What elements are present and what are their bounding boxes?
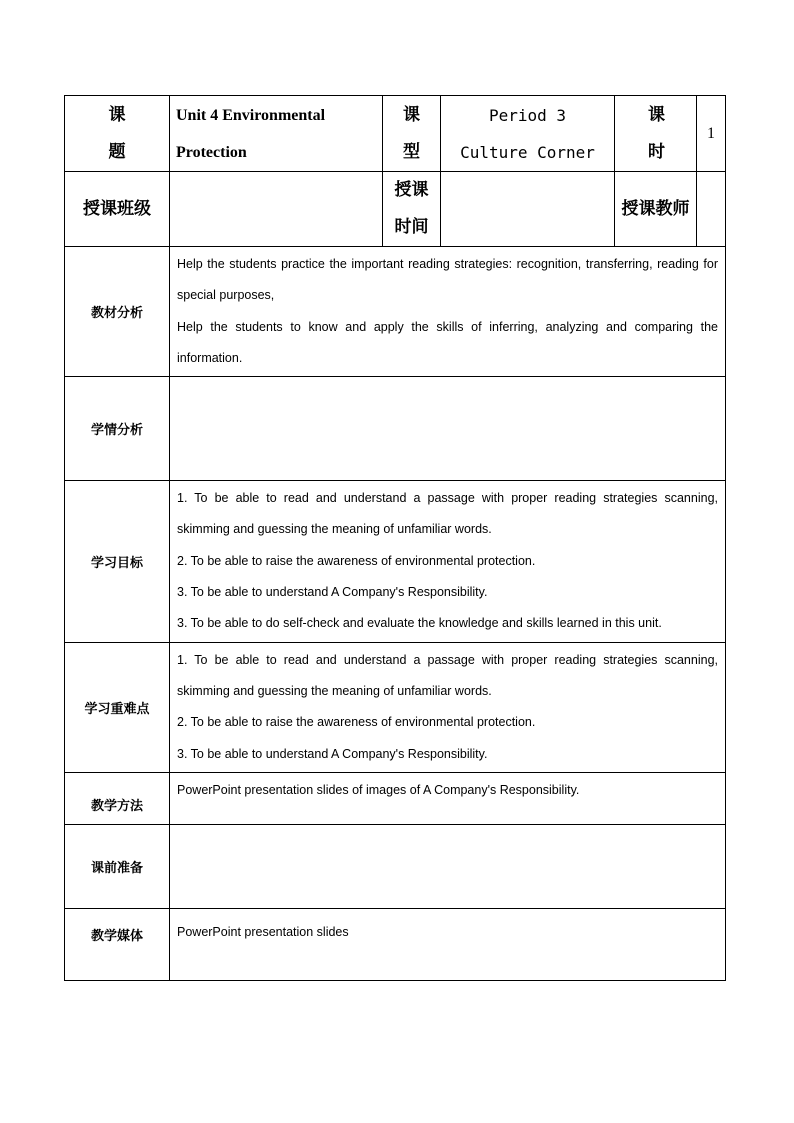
class-value bbox=[170, 172, 383, 247]
row-teaching-media bbox=[65, 908, 726, 980]
hours-label: 课 时 bbox=[615, 96, 697, 172]
teaching-methods-line: PowerPoint presentation slides of images of A Company's Responsibility. bbox=[177, 782, 580, 797]
type-label: 课型 bbox=[383, 96, 441, 172]
row-teaching-methods bbox=[65, 772, 726, 824]
teaching-media-label: 教学媒体 bbox=[65, 908, 170, 980]
learner-analysis-content bbox=[170, 377, 726, 481]
lesson-plan-table bbox=[64, 95, 726, 981]
objective-item: 1. To be able to read and understand a passage with proper reading strategies scanning, skimming and guessing the meaning of unfamiliar words. bbox=[177, 491, 718, 537]
teaching-media-line: PowerPoint presentation slides bbox=[177, 924, 349, 939]
header-row-topic bbox=[65, 96, 726, 172]
teaching-media-content bbox=[170, 908, 726, 980]
hours-value: 1 bbox=[697, 96, 726, 172]
objective-item: 3. To be able to understand A Company's Responsibility. bbox=[177, 585, 488, 600]
key-point-item: 2. To be able to raise the awareness of environmental protection. bbox=[177, 715, 536, 730]
topic-value: Unit 4 Environmental Protection bbox=[170, 96, 383, 172]
row-learning-objectives bbox=[65, 481, 726, 642]
row-learner-analysis bbox=[65, 377, 726, 481]
teacher-value bbox=[697, 172, 726, 247]
material-analysis-content bbox=[170, 247, 726, 377]
material-analysis-line: Help the students practice the important reading strategies: recognition, transferring, reading for special purposes, bbox=[177, 257, 718, 303]
learner-analysis-label: 学情分析 bbox=[65, 377, 170, 481]
learning-objectives-content bbox=[170, 481, 726, 642]
key-point-item: 1. To be able to read and understand a passage with proper reading strategies scanning, skimming and guessing the meaning of unfamiliar words. bbox=[177, 652, 718, 698]
teaching-methods-content bbox=[170, 772, 726, 824]
key-points-content bbox=[170, 642, 726, 772]
topic-label: 课 题 bbox=[65, 96, 170, 172]
preparation-content bbox=[170, 824, 726, 908]
time-value bbox=[441, 172, 615, 247]
class-label: 授课班级 bbox=[65, 172, 170, 247]
objective-item: 3. To be able to do self-check and evaluate the knowledge and skills learned in this unit. bbox=[177, 616, 662, 631]
learning-objectives-label: 学习目标 bbox=[65, 481, 170, 642]
header-row-class bbox=[65, 172, 726, 247]
row-preparation bbox=[65, 824, 726, 908]
preparation-label: 课前准备 bbox=[65, 824, 170, 908]
material-analysis-label: 教材分析 bbox=[65, 247, 170, 377]
row-key-points bbox=[65, 642, 726, 772]
teaching-methods-label: 教学方法 bbox=[65, 772, 170, 824]
key-points-label: 学习重难点 bbox=[65, 642, 170, 772]
material-analysis-line: Help the students to know and apply the skills of inferring, analyzing and comparing the information. bbox=[177, 319, 718, 365]
teacher-label: 授课教师 bbox=[615, 172, 697, 247]
time-label: 授课时间 bbox=[383, 172, 441, 247]
row-material-analysis bbox=[65, 247, 726, 377]
objective-item: 2. To be able to raise the awareness of environmental protection. bbox=[177, 553, 536, 568]
key-point-item: 3. To be able to understand A Company's Responsibility. bbox=[177, 746, 488, 761]
type-value: Period 3 Culture Corner bbox=[441, 96, 615, 172]
